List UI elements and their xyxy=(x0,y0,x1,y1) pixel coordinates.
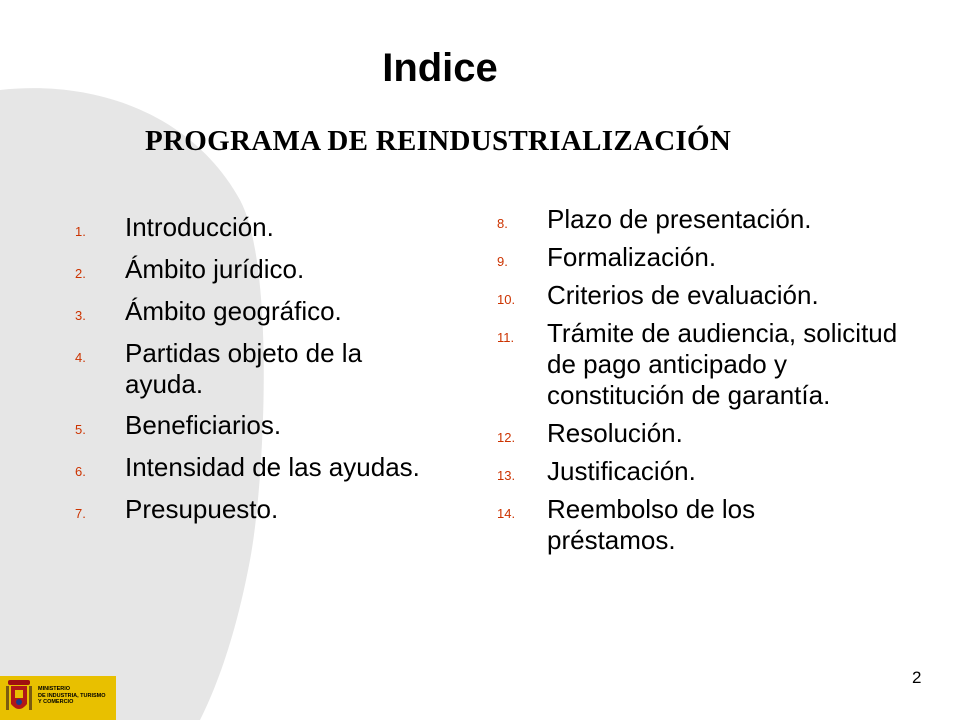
page-subtitle: PROGRAMA DE REINDUSTRIALIZACIÓN xyxy=(145,125,732,157)
item-text: Formalización. xyxy=(547,242,717,272)
list-item xyxy=(75,452,505,483)
item-number: 2. xyxy=(75,266,86,281)
list-item xyxy=(497,494,867,556)
item-number: 8. xyxy=(497,216,508,231)
item-text: Justificación. xyxy=(547,456,696,486)
list-item xyxy=(497,456,917,487)
item-text: Beneficiarios. xyxy=(125,410,282,440)
item-text: Intensidad de las ayudas. xyxy=(125,452,420,482)
item-number: 1. xyxy=(75,224,86,239)
item-number: 9. xyxy=(497,254,508,269)
list-item xyxy=(497,418,917,449)
item-text: Plazo de presentación. xyxy=(547,204,812,234)
item-text: Trámite de audiencia, solicitud de pago anticipado y constitución de garantía. xyxy=(547,318,898,410)
list-item xyxy=(497,242,917,273)
item-text: Presupuesto. xyxy=(125,494,279,524)
list-item xyxy=(497,280,917,311)
item-number: 13. xyxy=(497,468,516,483)
item-text: Reembolso de los préstamos. xyxy=(547,494,756,555)
item-number: 6. xyxy=(75,464,86,479)
item-text: Criterios de evaluación. xyxy=(547,280,819,310)
item-number: 11. xyxy=(497,330,515,345)
item-text: Ámbito geográfico. xyxy=(125,296,342,326)
list-item xyxy=(497,318,927,411)
logo-text: MINISTERIO DE INDUSTRIA, TURISMO Y COMERCIO xyxy=(38,686,106,705)
item-number: 12. xyxy=(497,430,516,445)
index-list-right xyxy=(497,204,917,563)
item-text: Introducción. xyxy=(125,212,274,242)
page-number: 2 xyxy=(912,668,922,687)
list-item xyxy=(497,204,917,235)
page-title: Indice xyxy=(382,46,498,90)
item-number: 7. xyxy=(75,506,86,521)
item-number: 14. xyxy=(497,506,516,521)
item-number: 5. xyxy=(75,422,86,437)
list-item xyxy=(75,296,505,327)
index-list-left xyxy=(75,212,505,536)
list-item xyxy=(75,254,505,285)
item-text: Resolución. xyxy=(547,418,683,448)
list-item xyxy=(75,212,505,243)
item-text: Partidas objeto de la ayuda. xyxy=(125,338,363,399)
list-item xyxy=(75,338,435,400)
item-number: 10. xyxy=(497,292,516,307)
item-text: Ámbito jurídico. xyxy=(125,254,305,284)
list-item xyxy=(75,494,505,525)
ministry-logo xyxy=(0,676,116,720)
item-number: 4. xyxy=(75,350,86,365)
list-item xyxy=(75,410,505,441)
item-number: 3. xyxy=(75,308,86,323)
coat-of-arms-icon xyxy=(6,680,32,716)
